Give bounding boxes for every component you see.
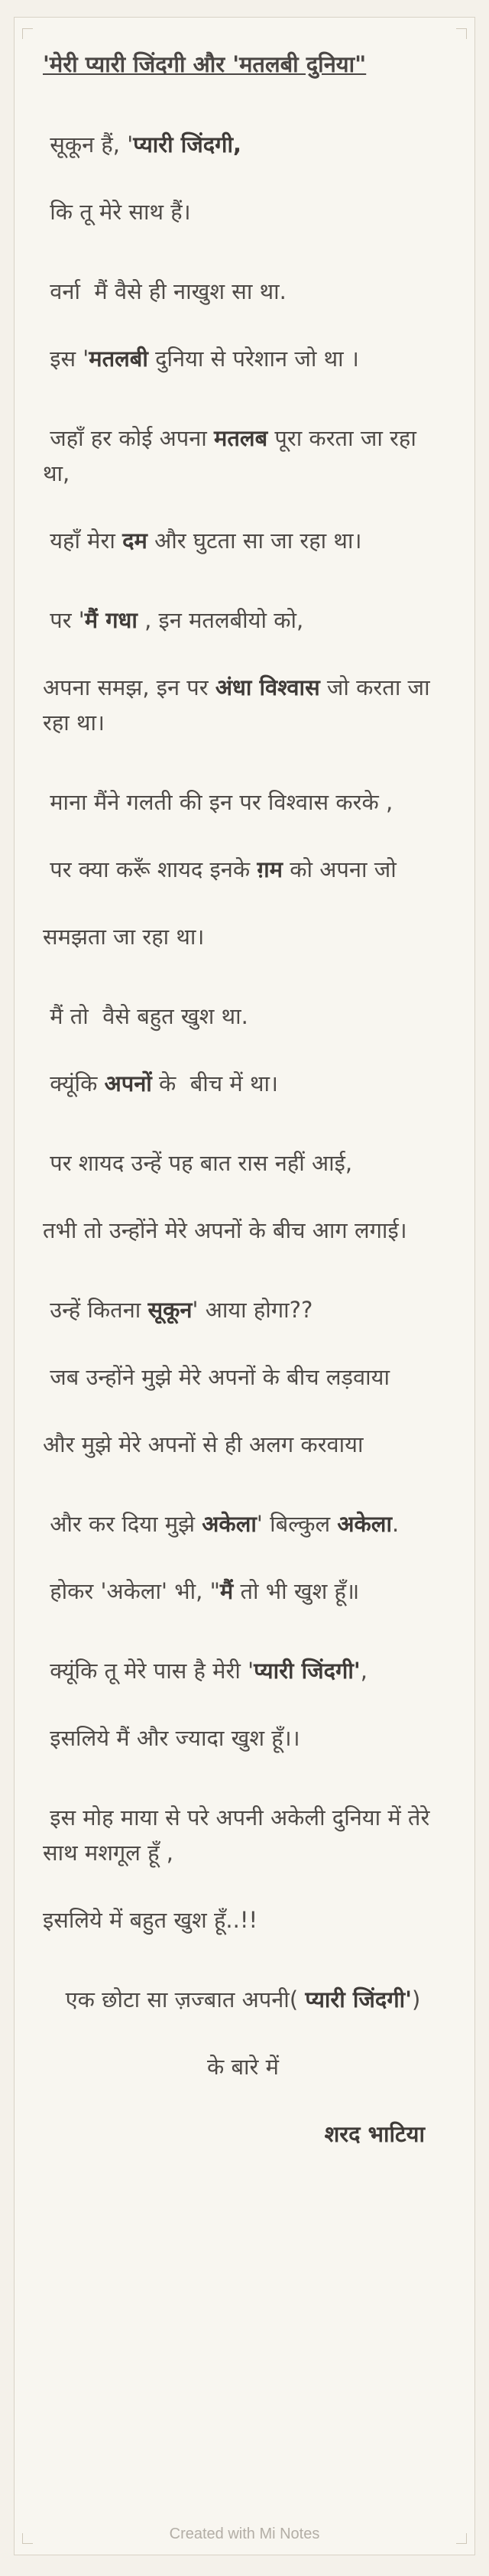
emphasized-text: प्यारी जिंदगी'	[254, 1658, 361, 1684]
closing-block	[43, 1982, 443, 2152]
note-title: 'मेरी प्यारी जिंदगी और 'मतलबी दुनिया"	[43, 51, 367, 77]
emphasized-text: मतलबी	[89, 346, 148, 372]
poem-line: इस 'मतलबी दुनिया से परेशान जो था ।	[43, 346, 359, 372]
poem-line: सूकून हैं, 'प्यारी जिंदगी,	[43, 132, 242, 158]
stanza	[43, 1653, 443, 1756]
poem-line: और मुझे मेरे अपनों से ही अलग करवाया	[43, 1431, 364, 1457]
footer-credit: Created with Mi Notes	[169, 2526, 320, 2542]
emphasized-text: अपनों	[104, 1070, 152, 1096]
poem-line: पर शायद उन्हें पह बात रास नहीं आई,	[43, 1150, 353, 1176]
stanza	[43, 127, 443, 229]
poem-line: क्यूंकि अपनों के बीच में था।	[43, 1070, 279, 1096]
stanza	[43, 1145, 443, 1248]
emphasized-text: अकेला	[337, 1511, 392, 1537]
poem-line: तभी तो उन्होंने मेरे अपनों के बीच आग लगाई।	[43, 1217, 407, 1243]
stanza	[43, 999, 443, 1101]
poem-line: इस मोह माया से परे अपनी अकेली दुनिया में तेरे साथ मशगूल हूँ ,	[43, 1804, 437, 1866]
emphasized-text: मतलब	[214, 425, 268, 451]
emphasized-text: अंधा विश्वास	[215, 674, 320, 700]
poem-line: जहाँ हर कोई अपना मतलब पूरा करता जा रहा था,	[43, 425, 424, 486]
stanza	[43, 421, 443, 558]
poem-line: माना मैंने गलती की इन पर विश्वास करके ,	[43, 789, 393, 815]
emphasized-text: प्यारी जिंदगी,	[133, 132, 242, 158]
poem-line: उन्हें कितना सूकून' आया होगा??	[43, 1297, 313, 1323]
emphasized-text: सूकून	[147, 1297, 193, 1323]
stanza	[43, 1800, 443, 1938]
emphasized-text: प्यारी जिंदगी'	[305, 1986, 413, 2012]
poem-line: और कर दिया मुझे अकेला' बिल्कुल अकेला.	[43, 1511, 400, 1537]
poem-line: पर 'मैं गधा , इन मतलबीयो को,	[43, 607, 304, 633]
poem-line: कि तू मेरे साथ हैं।	[43, 199, 191, 225]
poem-line: वर्ना मैं वैसे ही नाखुश सा था.	[43, 278, 287, 304]
author-signature: शरद भाटिया	[324, 2121, 425, 2147]
corner-ornament	[456, 28, 467, 39]
stanza	[43, 1506, 443, 1609]
emphasized-text: दम	[122, 528, 147, 554]
poem-line: इसलिये मैं और ज्यादा खुश हूँ।।	[43, 1725, 300, 1751]
closing-line: एक छोटा सा ज़ज्बात अपनी( प्यारी जिंदगी')	[65, 1986, 421, 2012]
poem-body	[43, 127, 443, 1938]
poem-line: होकर 'अकेला' भी, "मैं तो भी खुश हूँ॥	[43, 1578, 360, 1604]
poem-line: इसलिये में बहुत खुश हूँ..!!	[43, 1907, 258, 1933]
stanza	[43, 274, 443, 376]
emphasized-text: ग़म	[257, 856, 283, 882]
poem-line: क्यूंकि तू मेरे पास है मेरी 'प्यारी जिंदगी',	[43, 1658, 368, 1684]
poem-line: समझता जा रहा था।	[43, 924, 205, 950]
emphasized-text: अकेला	[202, 1511, 257, 1537]
corner-ornament	[22, 28, 33, 39]
stanza	[43, 1292, 443, 1462]
poem-line: मैं तो वैसे बहुत खुश था.	[43, 1003, 248, 1029]
stanza	[43, 784, 443, 954]
emphasized-text: मैं गधा	[84, 607, 138, 633]
note-content	[43, 49, 443, 2152]
poem-line: यहाँ मेरा दम और घुटता सा जा रहा था।	[43, 528, 362, 554]
poem-line: जब उन्होंने मुझे मेरे अपनों के बीच लड़वाया	[43, 1364, 390, 1390]
closing-line: के बारे में	[207, 2054, 279, 2080]
emphasized-text: मैं	[219, 1578, 234, 1604]
poem-line: अपना समझ, इन पर अंधा विश्वास जो करता जा रहा था।	[43, 674, 437, 736]
poem-line: पर क्या करूँ शायद इनके ग़म को अपना जो	[43, 856, 397, 882]
stanza	[43, 603, 443, 740]
